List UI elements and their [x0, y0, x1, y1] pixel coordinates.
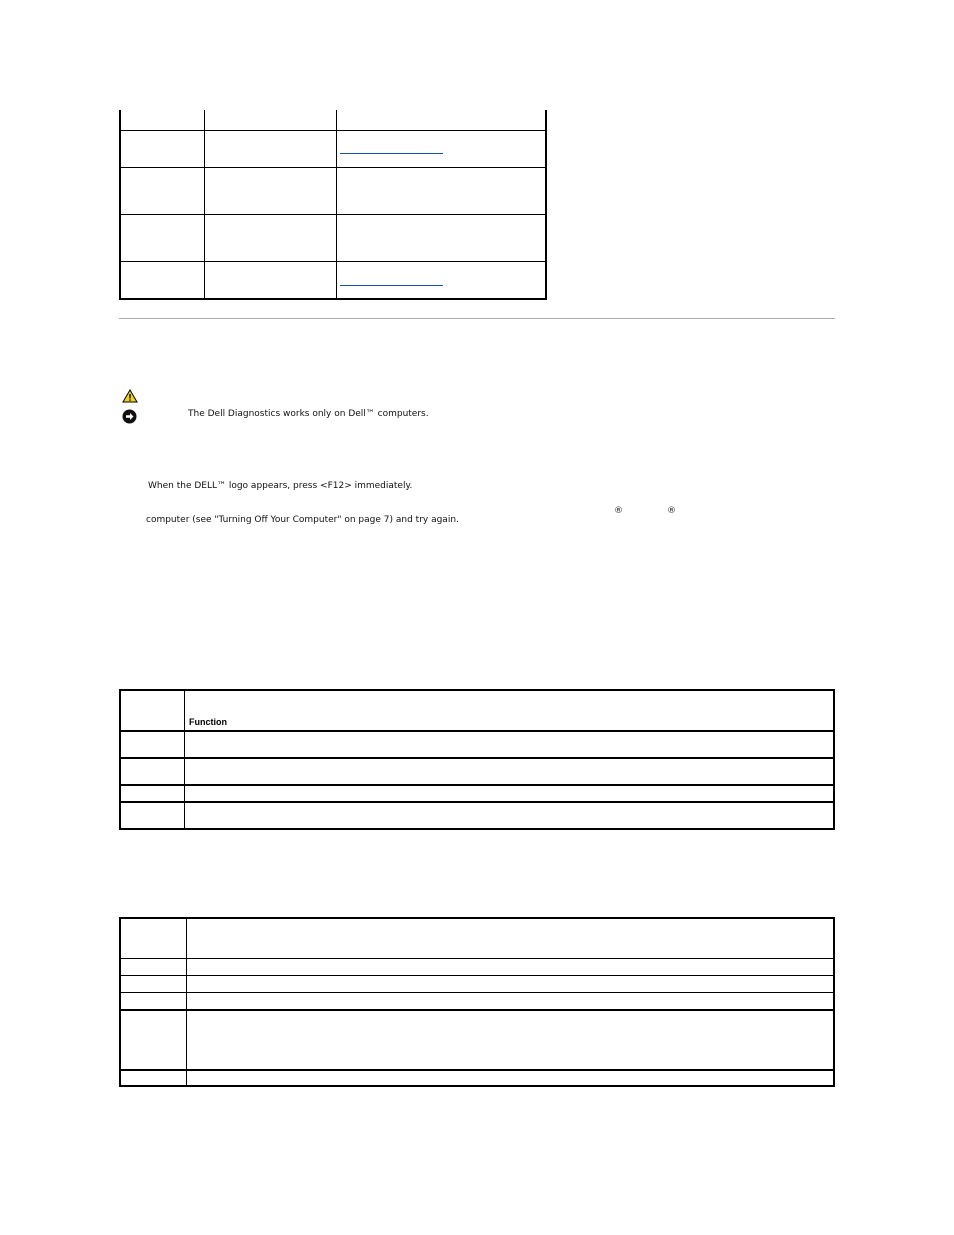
table-top-link[interactable] — [340, 153, 443, 154]
table-top-row-divider — [119, 167, 547, 168]
table-top-col-divider-1 — [204, 110, 205, 300]
table-top-row-divider — [119, 214, 547, 215]
table-function-row-divider — [119, 784, 835, 786]
table-function-border-top — [119, 689, 835, 691]
table-function-row-divider — [119, 757, 835, 759]
table-top-link[interactable] — [340, 285, 443, 286]
warning-triangle-icon — [122, 388, 138, 402]
table-function-border-left — [119, 689, 121, 830]
table-options-border-bottom — [119, 1085, 835, 1087]
registered-mark: ® — [667, 506, 676, 516]
table-function-row-divider — [119, 801, 835, 803]
table-top-row-divider — [119, 130, 547, 131]
table-options-border-top — [119, 917, 835, 919]
table-top-border-right — [545, 110, 547, 300]
table-function-border-right — [833, 689, 835, 830]
table-function-header-divider — [119, 730, 835, 732]
step-text-f12: When the DELL™ logo appears, press <F12> immediately. — [148, 481, 413, 491]
table-options-row-divider — [119, 1069, 835, 1071]
table-top-row-divider — [119, 261, 547, 262]
step-text-retry: computer (see "Turning Off Your Computer" on page 7) and try again. — [146, 515, 459, 525]
table-options-row-divider — [119, 1009, 835, 1011]
table-options-border-right — [833, 917, 835, 1087]
notice-arrow-icon — [122, 409, 137, 424]
table-function-col-divider — [184, 689, 185, 830]
table-function-border-bottom — [119, 828, 835, 830]
table-options-row-divider — [119, 975, 835, 976]
notice-text: The Dell Diagnostics works only on Dell™ computers. — [188, 409, 429, 419]
table-options-row-divider — [119, 992, 835, 993]
table-function-header-function: Function — [189, 717, 227, 727]
table-options-col-divider — [186, 917, 187, 1087]
section-divider — [119, 318, 835, 319]
registered-mark: ® — [614, 506, 623, 516]
table-options-header-divider — [119, 958, 835, 959]
table-top-border-bottom — [119, 298, 547, 300]
table-top-border-left — [119, 110, 121, 300]
table-top-col-divider-2 — [336, 110, 337, 300]
table-options-border-left — [119, 917, 121, 1087]
